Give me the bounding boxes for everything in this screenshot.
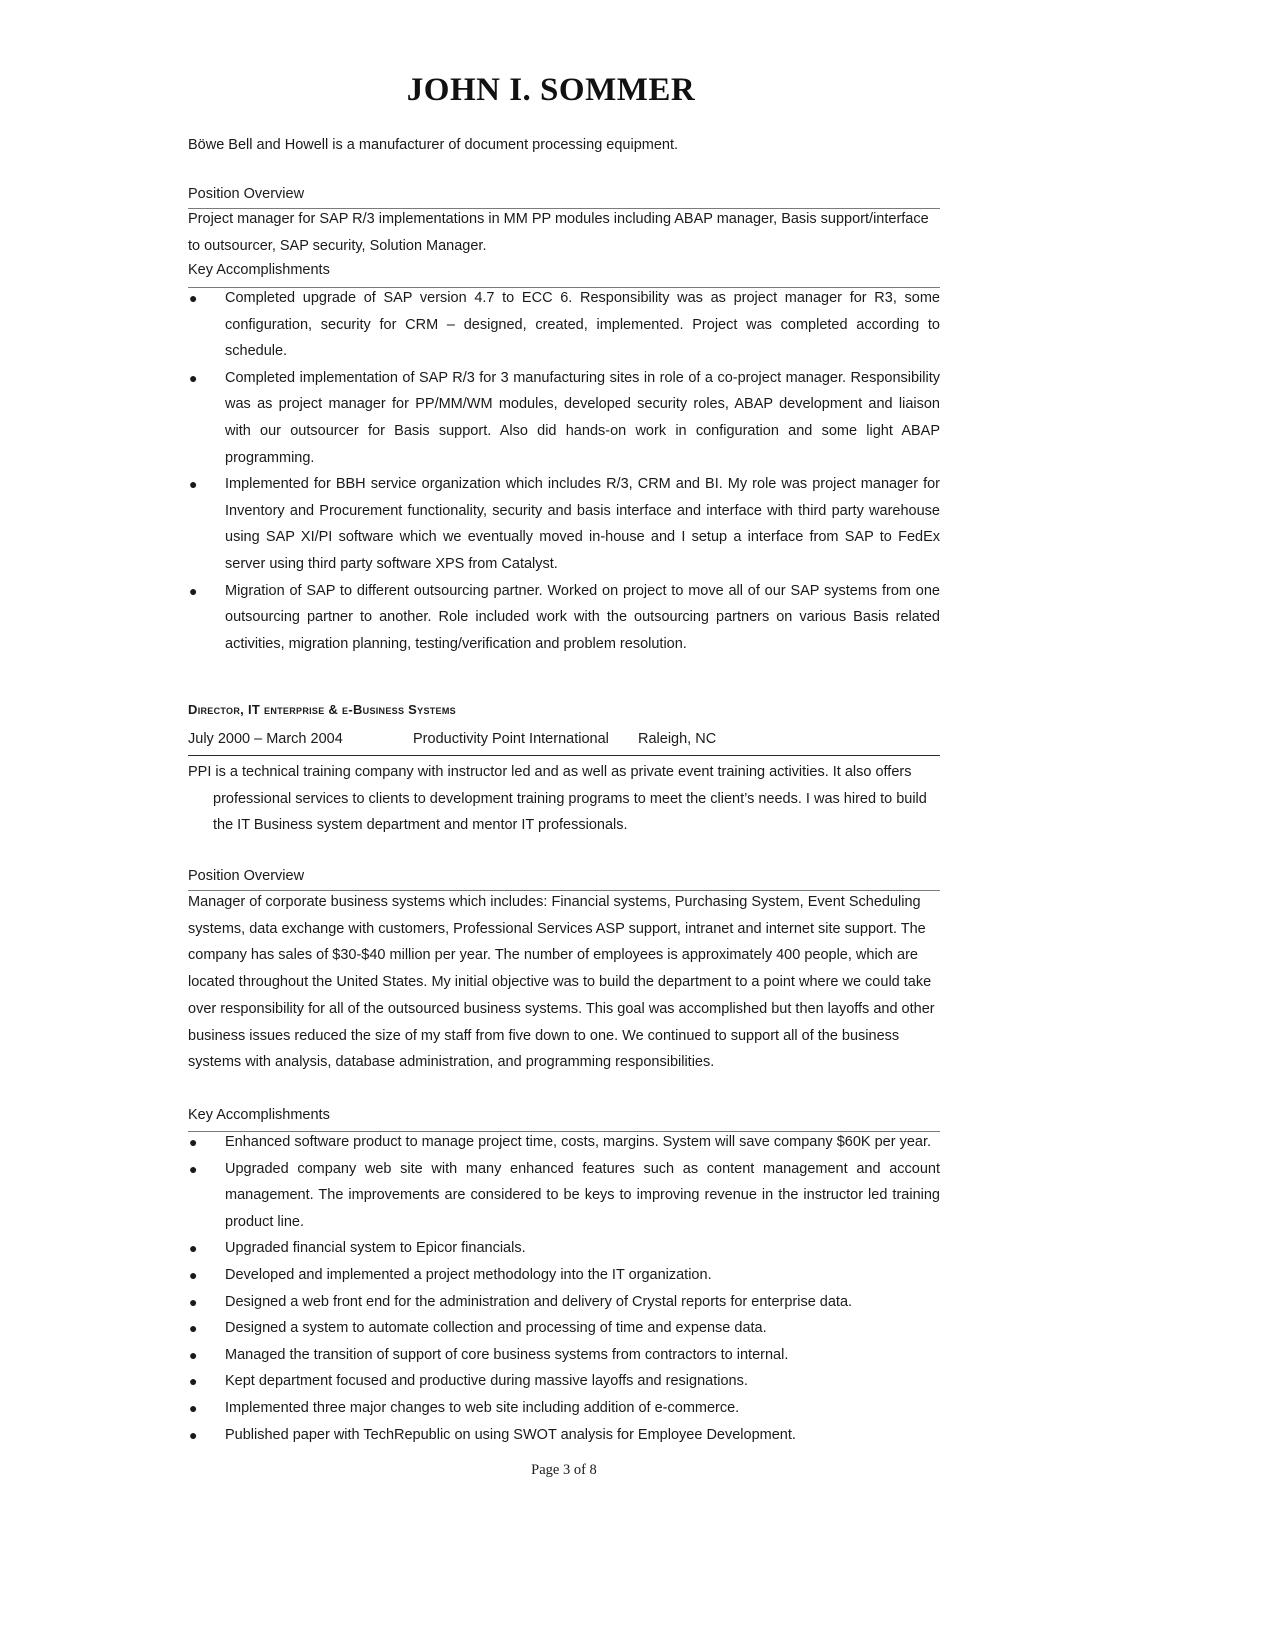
job1-key-accomplishments-label: Key Accomplishments — [188, 262, 330, 278]
bullet-dot-icon: ● — [189, 290, 198, 306]
bullet-dot-icon: ● — [189, 1134, 198, 1150]
list-item: ● Developed and implemented a project methodology into the IT organization. — [188, 1262, 940, 1289]
list-item: ● Completed implementation of SAP R/3 for 3 manufacturing sites in role of a co-project manager. Responsibility was as project manager for PP/MM/WM modules, developed security roles, ABAP development and liaison with our outsourcer for Basis support. Also did hands-on work in configuration and some light ABAP programming. — [188, 365, 940, 471]
bullet-dot-icon: ● — [189, 476, 198, 493]
job2-accomplishments-list — [188, 1129, 940, 1448]
list-item: ● Migration of SAP to different outsourcing partner. Worked on project to move all of our SAP systems from one outsourcing partner to another. Role included work with the outsourcing partners on various Basis related activities, migration planning, testing/verification and problem resolution. — [188, 578, 940, 658]
list-item: ● Completed upgrade of SAP version 4.7 to ECC 6. Responsibility was as project manager for R3, some configuration, security for CRM – designed, created, implemented. Project was completed according to schedule. — [188, 285, 940, 365]
list-item: ● Designed a web front end for the administration and delivery of Crystal reports for enterprise data. — [188, 1289, 940, 1316]
bullet-dot-icon: ● — [189, 1320, 198, 1337]
bullet-dot-icon: ● — [189, 1266, 198, 1283]
bullet-dot-icon: ● — [189, 1426, 198, 1443]
list-item: ● Upgraded company web site with many enhanced features such as content management and account management. The improvements are considered to be keys to improving revenue in the instructor led training product line. — [188, 1156, 940, 1236]
list-item: ● Published paper with TechRepublic on using SWOT analysis for Employee Development. — [188, 1422, 940, 1449]
job1-position-overview-label: Position Overview — [188, 186, 305, 202]
bullet-dot-icon: ● — [189, 1399, 198, 1416]
job2-position-overview-label: Position Overview — [188, 868, 305, 884]
job2-position-overview-text: Manager of corporate business systems which includes: Financial systems, Purchasing System, Event Scheduling systems, data exchange with customers, Professional Services ASP support, intranet and internet site support. The company has sales of $30-$40 million per year. The number of employees is approximately 400 people, which are located throughout the United States. My initial objective was to build the department to a point where we could take over responsibility for all of the outsourced business systems. This goal was accomplished but then layoffs and other business issues reduced the size of my staff from five down to one. We continued to support all of the business systems with analysis, database administration, and programming responsibilities. — [188, 894, 935, 1071]
bullet-dot-icon: ● — [189, 369, 198, 386]
job1-company-description: Böwe Bell and Howell is a manufacturer of document processing equipment. — [188, 137, 679, 153]
list-item: ● Managed the transition of support of core business systems from contractors to internal. — [188, 1342, 940, 1369]
list-item: ● Enhanced software product to manage project time, costs, margins. System will save company $60K per year. — [188, 1129, 940, 1156]
job2-company-description: PPI is a technical training company with instructor led and as well as private event training activities. It also offers professional services to clients to development training programs to meet the client’s needs. I was hired to build the IT Business system department and mentor IT professionals. — [188, 764, 927, 834]
list-item: ● Designed a system to automate collection and processing of time and expense data. — [188, 1315, 940, 1342]
divider — [188, 755, 940, 756]
list-item: ● Upgraded financial system to Epicor financials. — [188, 1235, 940, 1262]
job2-title: Director, IT enterprise & e-Business Systems — [188, 702, 456, 717]
job2-dates: July 2000 – March 2004 — [188, 731, 343, 747]
candidate-name: JOHN I. SOMMER — [406, 72, 696, 108]
bullet-dot-icon: ● — [189, 1160, 198, 1177]
job2-company: Productivity Point International — [413, 731, 609, 747]
job1-accomplishments-list — [188, 285, 940, 657]
job2-location: Raleigh, NC — [638, 731, 717, 747]
bullet-dot-icon: ● — [189, 1373, 198, 1390]
list-item: ● Kept department focused and productive during massive layoffs and resignations. — [188, 1368, 940, 1395]
bullet-dot-icon: ● — [189, 1240, 198, 1257]
page-number: Page 3 of 8 — [531, 1462, 597, 1478]
bullet-dot-icon: ● — [189, 1293, 198, 1310]
job1-position-overview-text: Project manager for SAP R/3 implementations in MM PP modules including ABAP manager, Basis support/interface to outsourcer, SAP security, Solution Manager. — [188, 211, 929, 254]
bullet-dot-icon: ● — [189, 582, 198, 599]
bullet-dot-icon: ● — [189, 1346, 198, 1363]
list-item: ● Implemented for BBH service organization which includes R/3, CRM and BI. My role was project manager for Inventory and Procurement functionality, security and basis interface and interface with third party warehouse using SAP XI/PI software which we eventually moved in-house and I setup a interface from SAP to FedEx server using third party software XPS from Catalyst. — [188, 471, 940, 577]
job2-key-accomplishments-label: Key Accomplishments — [188, 1107, 330, 1123]
list-item: ● Implemented three major changes to web site including addition of e-commerce. — [188, 1395, 940, 1422]
